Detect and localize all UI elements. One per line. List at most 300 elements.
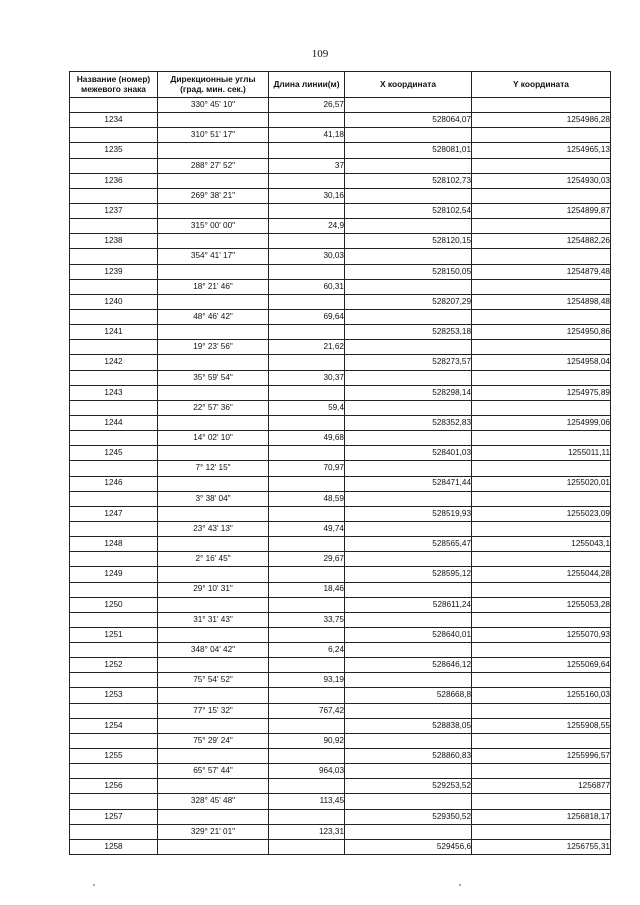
cell-x-coordinate xyxy=(345,340,472,355)
table-row xyxy=(70,718,611,733)
table-row xyxy=(70,794,611,809)
cell-x-coordinate: 528273,57 xyxy=(345,355,472,370)
cell-y-coordinate xyxy=(472,249,611,264)
cell-x-coordinate xyxy=(345,219,472,234)
cell-marker-name xyxy=(70,733,158,748)
cell-line-length: 69,64 xyxy=(269,309,345,324)
cell-line-length xyxy=(269,809,345,824)
scan-speck xyxy=(459,884,461,886)
cell-x-coordinate xyxy=(345,521,472,536)
table-header-row xyxy=(70,72,611,98)
cell-directional-angle: 348° 04' 42" xyxy=(158,643,269,658)
cell-line-length xyxy=(269,446,345,461)
cell-marker-name: 1236 xyxy=(70,173,158,188)
cell-y-coordinate xyxy=(472,521,611,536)
cell-marker-name: 1245 xyxy=(70,446,158,461)
cell-line-length: 30,03 xyxy=(269,249,345,264)
cell-y-coordinate: 1254879,48 xyxy=(472,264,611,279)
cell-marker-name: 1252 xyxy=(70,658,158,673)
cell-directional-angle: 329° 21' 01" xyxy=(158,824,269,839)
cell-x-coordinate: 528150,05 xyxy=(345,264,472,279)
cell-line-length: 964,03 xyxy=(269,764,345,779)
cell-marker-name xyxy=(70,643,158,658)
table-row xyxy=(70,173,611,188)
cell-line-length: 37 xyxy=(269,158,345,173)
cell-line-length: 123,31 xyxy=(269,824,345,839)
cell-x-coordinate xyxy=(345,188,472,203)
cell-marker-name: 1242 xyxy=(70,355,158,370)
cell-directional-angle: 14° 02' 10" xyxy=(158,431,269,446)
cell-marker-name: 1247 xyxy=(70,506,158,521)
cell-y-coordinate: 1256755,31 xyxy=(472,839,611,854)
cell-directional-angle: 75° 54' 52" xyxy=(158,673,269,688)
cell-marker-name: 1235 xyxy=(70,143,158,158)
cell-line-length xyxy=(269,537,345,552)
cell-directional-angle xyxy=(158,688,269,703)
cell-line-length: 90,92 xyxy=(269,733,345,748)
cell-directional-angle xyxy=(158,446,269,461)
table-row xyxy=(70,809,611,824)
cell-directional-angle xyxy=(158,325,269,340)
cell-y-coordinate xyxy=(472,582,611,597)
cell-x-coordinate: 528860,83 xyxy=(345,749,472,764)
cell-line-length xyxy=(269,506,345,521)
cell-x-coordinate: 528565,47 xyxy=(345,537,472,552)
header-y-coordinate: Y координата xyxy=(472,72,611,98)
cell-directional-angle: 65° 57' 44" xyxy=(158,764,269,779)
cell-y-coordinate: 1254958,04 xyxy=(472,355,611,370)
cell-marker-name: 1251 xyxy=(70,627,158,642)
header-marker-name: Название (номер) межевого знака xyxy=(70,72,158,98)
cell-line-length xyxy=(269,234,345,249)
cell-marker-name xyxy=(70,400,158,415)
cell-marker-name xyxy=(70,279,158,294)
cell-line-length xyxy=(269,688,345,703)
cell-marker-name: 1254 xyxy=(70,718,158,733)
table-row xyxy=(70,461,611,476)
cell-marker-name xyxy=(70,764,158,779)
cell-marker-name xyxy=(70,703,158,718)
cell-directional-angle xyxy=(158,567,269,582)
cell-x-coordinate: 528102,54 xyxy=(345,203,472,218)
cell-line-length: 59,4 xyxy=(269,400,345,415)
cell-y-coordinate xyxy=(472,643,611,658)
cell-directional-angle: 29° 10' 31" xyxy=(158,582,269,597)
cell-marker-name: 1257 xyxy=(70,809,158,824)
table-row xyxy=(70,567,611,582)
cell-marker-name xyxy=(70,158,158,173)
cell-y-coordinate xyxy=(472,188,611,203)
cell-line-length: 49,68 xyxy=(269,431,345,446)
table-row xyxy=(70,446,611,461)
cell-marker-name xyxy=(70,98,158,113)
cell-line-length xyxy=(269,476,345,491)
cell-line-length xyxy=(269,839,345,854)
cell-line-length: 767,42 xyxy=(269,703,345,718)
table-row xyxy=(70,400,611,415)
cell-y-coordinate: 1254986,28 xyxy=(472,113,611,128)
cell-marker-name xyxy=(70,521,158,536)
cell-directional-angle: 288° 27' 52" xyxy=(158,158,269,173)
table-row xyxy=(70,264,611,279)
table-row xyxy=(70,552,611,567)
cell-marker-name: 1255 xyxy=(70,749,158,764)
cell-y-coordinate: 1255070,93 xyxy=(472,627,611,642)
cell-y-coordinate xyxy=(472,128,611,143)
cell-line-length: 6,24 xyxy=(269,643,345,658)
cell-directional-angle xyxy=(158,749,269,764)
cell-directional-angle: 354° 41' 17" xyxy=(158,249,269,264)
cell-line-length xyxy=(269,658,345,673)
cell-x-coordinate xyxy=(345,98,472,113)
cell-directional-angle xyxy=(158,385,269,400)
cell-line-length: 18,46 xyxy=(269,582,345,597)
table-row xyxy=(70,234,611,249)
cell-y-coordinate xyxy=(472,552,611,567)
cell-directional-angle xyxy=(158,809,269,824)
cell-y-coordinate: 1255053,28 xyxy=(472,597,611,612)
cell-y-coordinate xyxy=(472,824,611,839)
cell-y-coordinate xyxy=(472,612,611,627)
cell-line-length: 48,59 xyxy=(269,491,345,506)
cell-marker-name xyxy=(70,370,158,385)
cell-x-coordinate xyxy=(345,673,472,688)
cell-directional-angle: 18° 21' 46" xyxy=(158,279,269,294)
cell-directional-angle xyxy=(158,355,269,370)
cell-x-coordinate xyxy=(345,491,472,506)
cell-marker-name: 1241 xyxy=(70,325,158,340)
cell-marker-name: 1253 xyxy=(70,688,158,703)
cell-x-coordinate: 528640,01 xyxy=(345,627,472,642)
cell-line-length: 41,18 xyxy=(269,128,345,143)
table-body xyxy=(70,98,611,855)
cell-directional-angle xyxy=(158,476,269,491)
cell-y-coordinate: 1255044,28 xyxy=(472,567,611,582)
header-directional-angle: Дирекционные углы (град. мин. сек.) xyxy=(158,72,269,98)
cell-y-coordinate xyxy=(472,764,611,779)
cell-y-coordinate: 1254898,48 xyxy=(472,294,611,309)
cell-marker-name xyxy=(70,582,158,597)
cell-x-coordinate xyxy=(345,128,472,143)
cell-x-coordinate xyxy=(345,612,472,627)
cell-marker-name: 1243 xyxy=(70,385,158,400)
cell-marker-name xyxy=(70,552,158,567)
cell-x-coordinate xyxy=(345,764,472,779)
table-row xyxy=(70,355,611,370)
cell-directional-angle xyxy=(158,658,269,673)
cell-directional-angle: 269° 38' 21" xyxy=(158,188,269,203)
cell-x-coordinate: 528120,15 xyxy=(345,234,472,249)
cell-y-coordinate: 1255069,64 xyxy=(472,658,611,673)
cell-marker-name xyxy=(70,461,158,476)
table-row xyxy=(70,506,611,521)
header-x-coordinate: X координата xyxy=(345,72,472,98)
cell-directional-angle: 77° 15' 32" xyxy=(158,703,269,718)
cell-line-length xyxy=(269,355,345,370)
cell-x-coordinate xyxy=(345,309,472,324)
cell-marker-name: 1256 xyxy=(70,779,158,794)
cell-marker-name: 1240 xyxy=(70,294,158,309)
cell-y-coordinate: 1255996,57 xyxy=(472,749,611,764)
cell-marker-name: 1250 xyxy=(70,597,158,612)
cell-line-length xyxy=(269,113,345,128)
cell-directional-angle xyxy=(158,264,269,279)
cell-x-coordinate xyxy=(345,431,472,446)
table-row xyxy=(70,749,611,764)
table-row xyxy=(70,597,611,612)
cell-line-length: 49,74 xyxy=(269,521,345,536)
cell-directional-angle: 35° 59' 54" xyxy=(158,370,269,385)
cell-x-coordinate: 528838,05 xyxy=(345,718,472,733)
cell-y-coordinate xyxy=(472,279,611,294)
cell-marker-name: 1237 xyxy=(70,203,158,218)
cell-x-coordinate xyxy=(345,794,472,809)
cell-y-coordinate xyxy=(472,400,611,415)
cell-line-length xyxy=(269,264,345,279)
table-row xyxy=(70,703,611,718)
cell-x-coordinate xyxy=(345,370,472,385)
table-row xyxy=(70,113,611,128)
cell-marker-name xyxy=(70,673,158,688)
cell-directional-angle xyxy=(158,718,269,733)
cell-y-coordinate: 1254899,87 xyxy=(472,203,611,218)
cell-marker-name xyxy=(70,188,158,203)
cell-y-coordinate xyxy=(472,461,611,476)
cell-directional-angle xyxy=(158,779,269,794)
cell-directional-angle xyxy=(158,203,269,218)
cell-y-coordinate: 1255908,55 xyxy=(472,718,611,733)
cell-y-coordinate xyxy=(472,98,611,113)
cell-line-length xyxy=(269,325,345,340)
cell-x-coordinate xyxy=(345,582,472,597)
cell-x-coordinate: 528102,73 xyxy=(345,173,472,188)
cell-x-coordinate: 529253,52 xyxy=(345,779,472,794)
cell-line-length: 21,62 xyxy=(269,340,345,355)
cell-directional-angle: 310° 51' 17" xyxy=(158,128,269,143)
table-row xyxy=(70,491,611,506)
coordinates-table xyxy=(69,71,611,855)
cell-y-coordinate xyxy=(472,158,611,173)
cell-marker-name: 1258 xyxy=(70,839,158,854)
cell-marker-name: 1234 xyxy=(70,113,158,128)
cell-directional-angle xyxy=(158,597,269,612)
table-row xyxy=(70,279,611,294)
table-row xyxy=(70,612,611,627)
cell-x-coordinate xyxy=(345,279,472,294)
cell-y-coordinate xyxy=(472,703,611,718)
cell-line-length xyxy=(269,718,345,733)
table-row xyxy=(70,385,611,400)
cell-marker-name xyxy=(70,340,158,355)
table-row xyxy=(70,521,611,536)
cell-marker-name: 1248 xyxy=(70,537,158,552)
cell-line-length xyxy=(269,203,345,218)
cell-marker-name xyxy=(70,249,158,264)
cell-x-coordinate: 528595,12 xyxy=(345,567,472,582)
table-row xyxy=(70,294,611,309)
cell-y-coordinate: 1254930,03 xyxy=(472,173,611,188)
cell-line-length: 33,75 xyxy=(269,612,345,627)
cell-x-coordinate: 528401,03 xyxy=(345,446,472,461)
cell-line-length: 70,97 xyxy=(269,461,345,476)
cell-line-length: 30,16 xyxy=(269,188,345,203)
cell-marker-name: 1249 xyxy=(70,567,158,582)
cell-x-coordinate: 528352,83 xyxy=(345,415,472,430)
cell-marker-name: 1239 xyxy=(70,264,158,279)
cell-directional-angle xyxy=(158,537,269,552)
cell-x-coordinate xyxy=(345,461,472,476)
cell-line-length: 30,37 xyxy=(269,370,345,385)
table-row xyxy=(70,219,611,234)
cell-line-length xyxy=(269,597,345,612)
cell-directional-angle: 330° 45' 10" xyxy=(158,98,269,113)
table-row xyxy=(70,340,611,355)
cell-x-coordinate: 529350,52 xyxy=(345,809,472,824)
cell-y-coordinate: 1254950,86 xyxy=(472,325,611,340)
cell-x-coordinate xyxy=(345,552,472,567)
cell-y-coordinate: 1254882,26 xyxy=(472,234,611,249)
cell-line-length: 29,67 xyxy=(269,552,345,567)
cell-directional-angle: 22° 57' 36" xyxy=(158,400,269,415)
cell-directional-angle xyxy=(158,113,269,128)
table-row xyxy=(70,158,611,173)
table-row xyxy=(70,309,611,324)
cell-x-coordinate: 529456,6 xyxy=(345,839,472,854)
cell-x-coordinate: 528081,01 xyxy=(345,143,472,158)
cell-directional-angle: 7° 12' 15" xyxy=(158,461,269,476)
cell-directional-angle: 31° 31' 43" xyxy=(158,612,269,627)
table-row xyxy=(70,733,611,748)
table-row xyxy=(70,537,611,552)
cell-directional-angle xyxy=(158,294,269,309)
cell-marker-name: 1238 xyxy=(70,234,158,249)
cell-directional-angle xyxy=(158,627,269,642)
cell-y-coordinate xyxy=(472,491,611,506)
cell-line-length: 26,57 xyxy=(269,98,345,113)
cell-directional-angle: 328° 45' 48" xyxy=(158,794,269,809)
cell-x-coordinate xyxy=(345,158,472,173)
cell-y-coordinate: 1254975,89 xyxy=(472,385,611,400)
table-row xyxy=(70,249,611,264)
cell-x-coordinate: 528668,8 xyxy=(345,688,472,703)
cell-y-coordinate: 1256818,17 xyxy=(472,809,611,824)
cell-marker-name xyxy=(70,128,158,143)
table-row xyxy=(70,415,611,430)
cell-line-length xyxy=(269,779,345,794)
table-row xyxy=(70,98,611,113)
cell-x-coordinate: 528253,18 xyxy=(345,325,472,340)
table-row xyxy=(70,627,611,642)
cell-line-length: 93,19 xyxy=(269,673,345,688)
table-row xyxy=(70,325,611,340)
table-row xyxy=(70,370,611,385)
page-number: 109 xyxy=(311,48,329,60)
cell-x-coordinate: 528064,07 xyxy=(345,113,472,128)
cell-marker-name: 1244 xyxy=(70,415,158,430)
cell-y-coordinate xyxy=(472,794,611,809)
cell-line-length: 24,9 xyxy=(269,219,345,234)
cell-directional-angle: 23° 43' 13" xyxy=(158,521,269,536)
cell-y-coordinate xyxy=(472,309,611,324)
table-row xyxy=(70,688,611,703)
cell-y-coordinate: 1255011,11 xyxy=(472,446,611,461)
cell-x-coordinate xyxy=(345,249,472,264)
cell-y-coordinate xyxy=(472,219,611,234)
table-row xyxy=(70,839,611,854)
table-row xyxy=(70,824,611,839)
cell-line-length xyxy=(269,143,345,158)
cell-y-coordinate: 1254999,06 xyxy=(472,415,611,430)
table-row xyxy=(70,143,611,158)
header-line-length: Длина линии(м) xyxy=(269,72,345,98)
cell-x-coordinate: 528471,44 xyxy=(345,476,472,491)
table-row xyxy=(70,764,611,779)
cell-line-length xyxy=(269,173,345,188)
cell-marker-name xyxy=(70,794,158,809)
table-row xyxy=(70,779,611,794)
cell-directional-angle: 48° 46' 42" xyxy=(158,309,269,324)
table-row xyxy=(70,476,611,491)
cell-line-length xyxy=(269,385,345,400)
cell-marker-name xyxy=(70,219,158,234)
cell-line-length xyxy=(269,749,345,764)
cell-y-coordinate xyxy=(472,340,611,355)
table-row xyxy=(70,203,611,218)
table-row xyxy=(70,658,611,673)
cell-x-coordinate: 528646,12 xyxy=(345,658,472,673)
cell-x-coordinate: 528298,14 xyxy=(345,385,472,400)
cell-y-coordinate xyxy=(472,431,611,446)
cell-y-coordinate: 1255043,1 xyxy=(472,537,611,552)
cell-line-length xyxy=(269,567,345,582)
cell-x-coordinate: 528207,29 xyxy=(345,294,472,309)
table-row xyxy=(70,673,611,688)
cell-marker-name xyxy=(70,491,158,506)
table-row xyxy=(70,188,611,203)
cell-directional-angle xyxy=(158,506,269,521)
cell-directional-angle xyxy=(158,839,269,854)
cell-y-coordinate: 1255023,09 xyxy=(472,506,611,521)
cell-line-length xyxy=(269,627,345,642)
cell-marker-name xyxy=(70,824,158,839)
cell-directional-angle xyxy=(158,143,269,158)
cell-marker-name xyxy=(70,612,158,627)
cell-line-length: 60,31 xyxy=(269,279,345,294)
cell-y-coordinate xyxy=(472,733,611,748)
cell-x-coordinate: 528611,24 xyxy=(345,597,472,612)
cell-directional-angle xyxy=(158,173,269,188)
cell-y-coordinate xyxy=(472,370,611,385)
cell-marker-name xyxy=(70,309,158,324)
cell-y-coordinate: 1255020,01 xyxy=(472,476,611,491)
cell-y-coordinate: 1256877 xyxy=(472,779,611,794)
cell-x-coordinate xyxy=(345,703,472,718)
cell-directional-angle: 75° 29' 24" xyxy=(158,733,269,748)
cell-line-length xyxy=(269,294,345,309)
cell-x-coordinate: 528519,93 xyxy=(345,506,472,521)
cell-directional-angle xyxy=(158,415,269,430)
cell-marker-name xyxy=(70,431,158,446)
table-row xyxy=(70,582,611,597)
cell-directional-angle: 2° 16' 45" xyxy=(158,552,269,567)
cell-x-coordinate xyxy=(345,400,472,415)
scan-speck xyxy=(93,884,95,886)
table-row xyxy=(70,128,611,143)
cell-y-coordinate: 1254965,13 xyxy=(472,143,611,158)
cell-x-coordinate xyxy=(345,643,472,658)
cell-directional-angle: 315° 00' 00" xyxy=(158,219,269,234)
cell-directional-angle: 3° 38' 04" xyxy=(158,491,269,506)
